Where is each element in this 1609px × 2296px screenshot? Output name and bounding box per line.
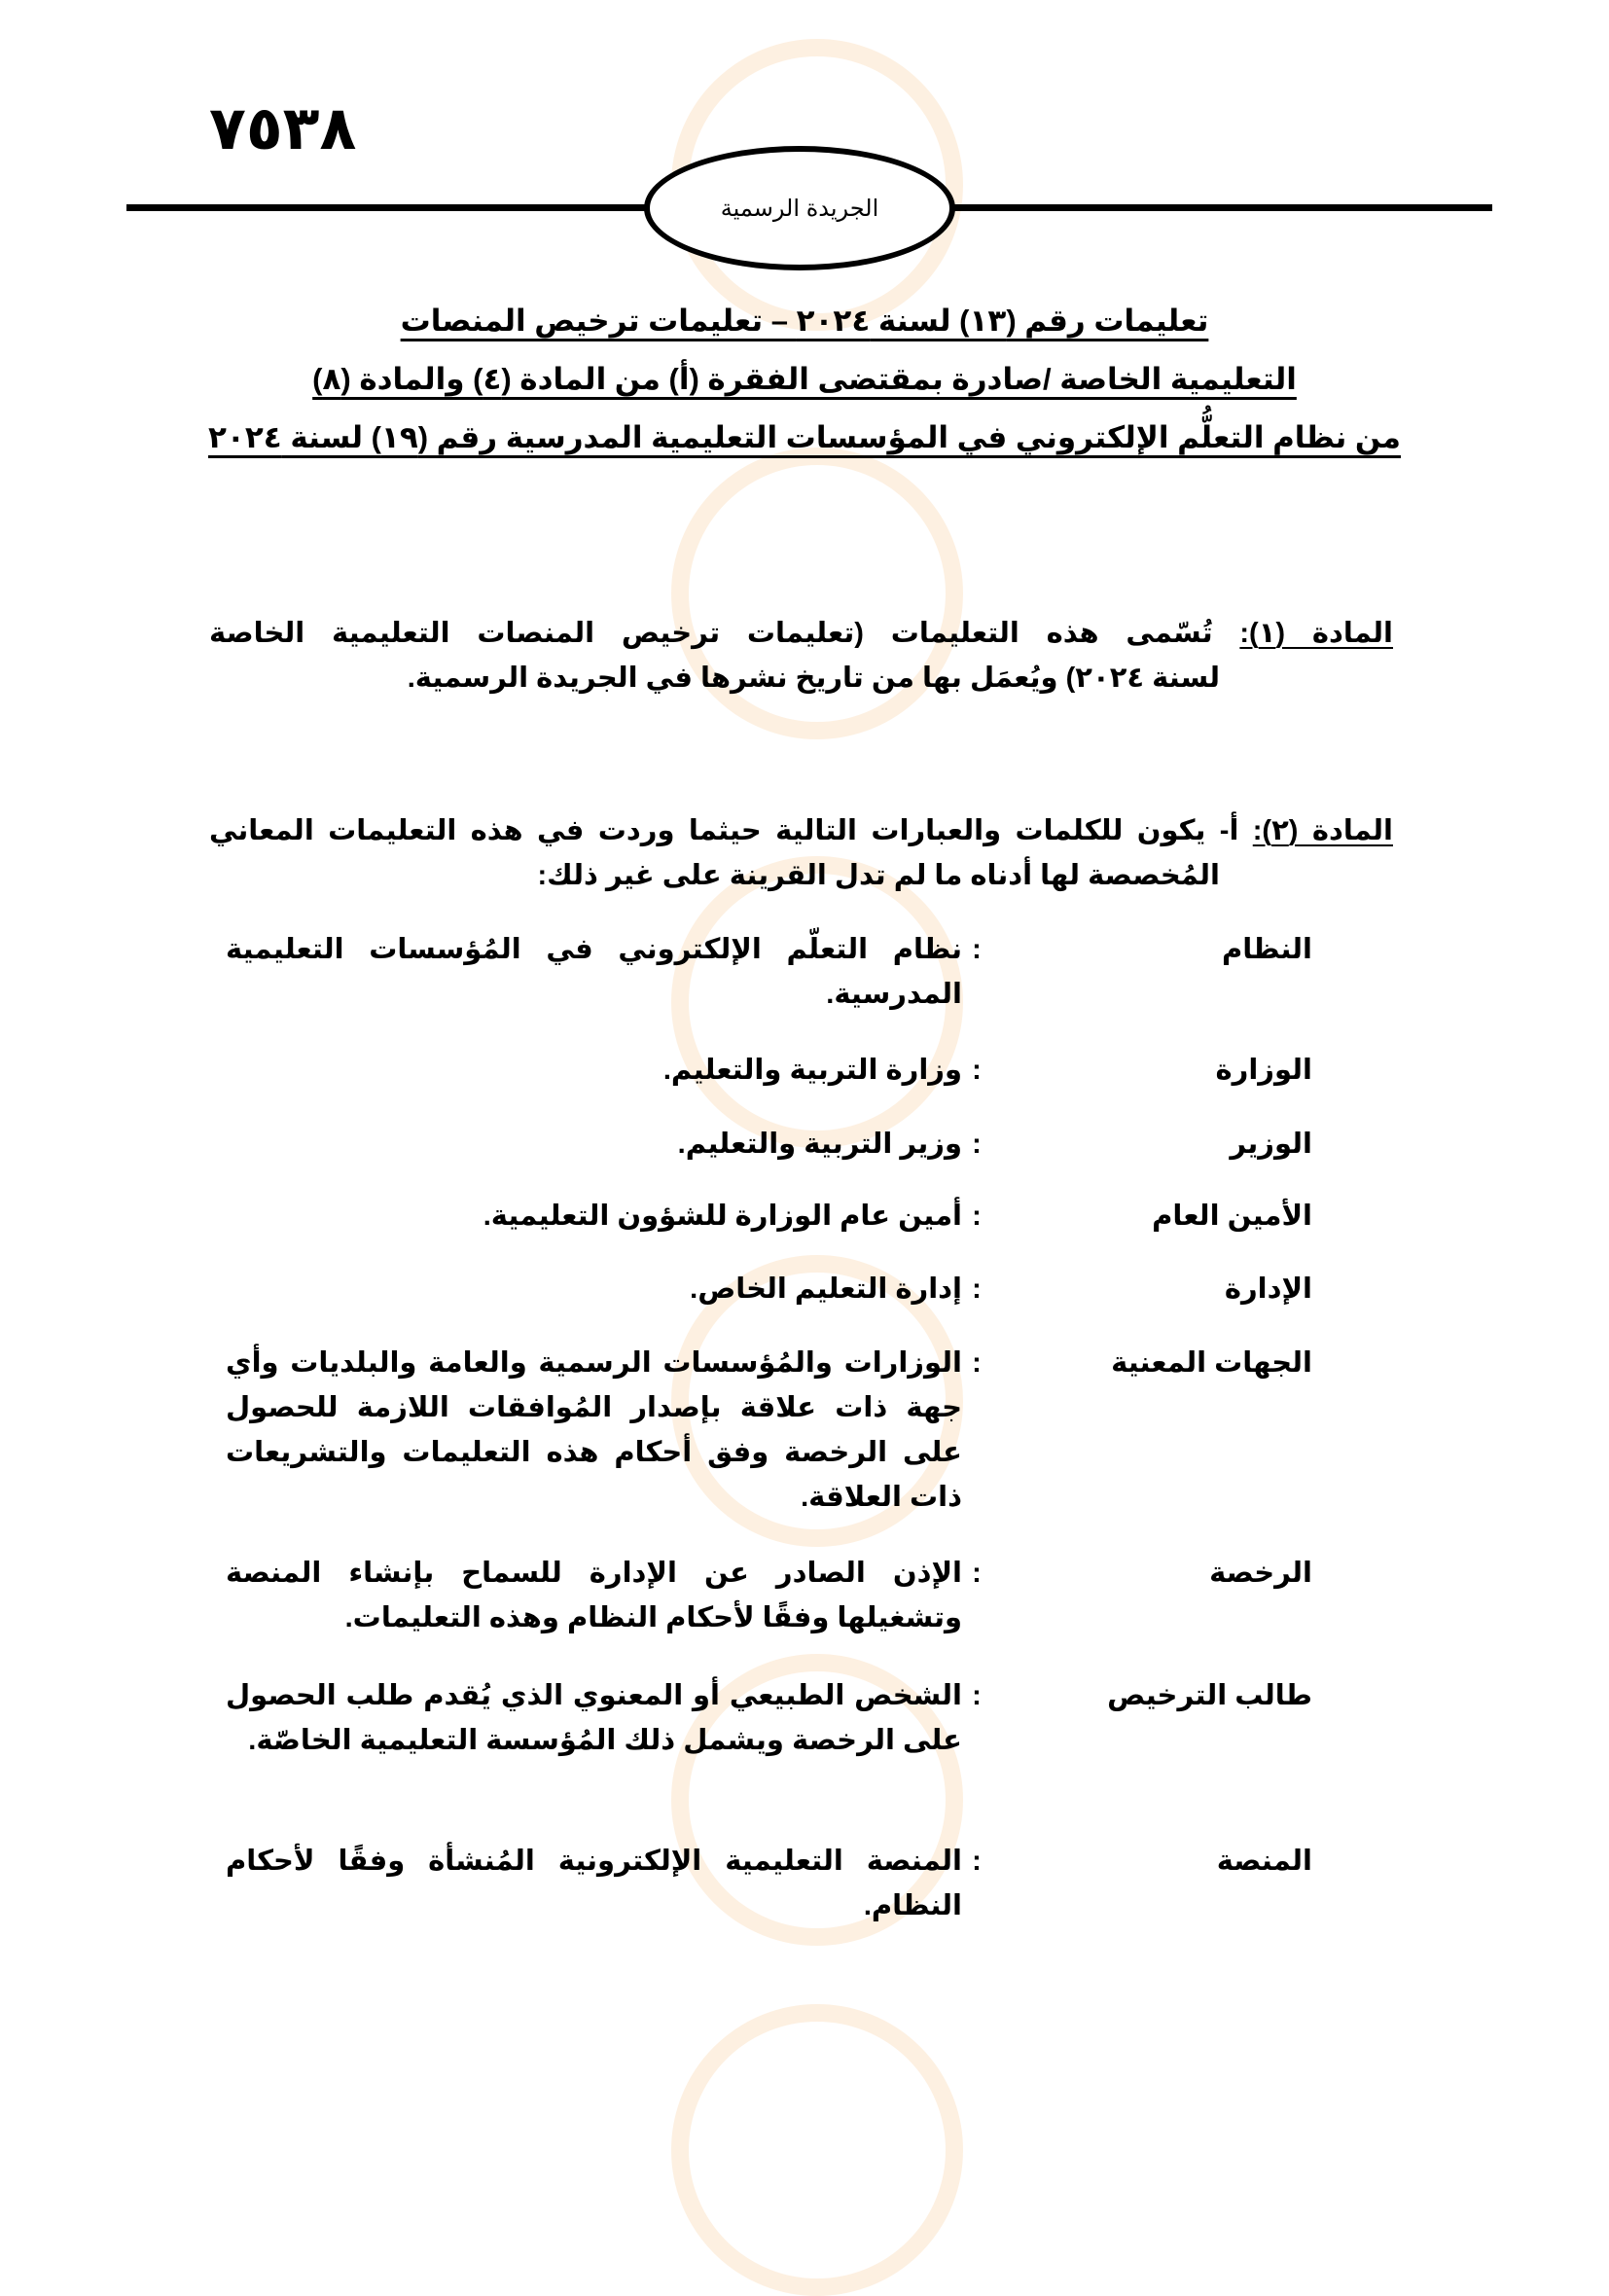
gazette-name: الجريدة الرسمية	[720, 195, 879, 222]
definition-colon: :	[972, 1558, 982, 1589]
definition-term: المنصة	[1216, 1846, 1312, 1877]
article-label: المادة (٢):	[1252, 815, 1393, 846]
gazette-seal	[644, 146, 955, 270]
definition-colon: :	[972, 1201, 982, 1232]
definition-term: النظام	[1221, 934, 1312, 965]
definition-text: الوزارات والمُؤسسات الرسمية والعامة والبلديات وأي جهة ذات علاقة بإصدار المُوافقات اللازمة للحصول على الرخصة وفق أحكام هذه التعليمات والتشريعات ذات العلاقة.	[226, 1347, 962, 1513]
article-1	[209, 611, 1393, 700]
article-label: المادة (١):	[1239, 618, 1394, 649]
title-line: التعليمية الخاصة /صادرة بمقتضى الفقرة (أ) من المادة (٤) والمادة (٨)	[312, 362, 1297, 396]
definition-text: وزارة التربية والتعليم.	[662, 1055, 962, 1086]
definition-text: الإذن الصادر عن الإدارة للسماح بإنشاء المنصة وتشغيلها وفقًا لأحكام النظام وهذه التعليمات.	[226, 1558, 962, 1633]
definition-colon: :	[972, 1129, 982, 1160]
definition-term: الجهات المعنية	[1111, 1347, 1312, 1379]
definition-text: المنصة التعليمية الإلكترونية المُنشأة وفقًا لأحكام النظام.	[226, 1846, 962, 1921]
definition-text: أمين عام الوزارة للشؤون التعليمية.	[483, 1201, 962, 1232]
watermark-clock-icon	[671, 2004, 963, 2296]
definition-colon: :	[972, 1055, 982, 1086]
definition-term: الوزير	[1230, 1129, 1312, 1160]
article-text: تُسّمى هذه التعليمات (تعليمات ترخيص المنصات التعليمية الخاصة	[209, 618, 1213, 649]
definition-row	[226, 1048, 1312, 1093]
definition-term: الرخصة	[1209, 1558, 1312, 1589]
definition-text: إدارة التعليم الخاص.	[690, 1274, 962, 1305]
article-text: أ- يكون للكلمات والعبارات التالية حيثما وردت في هذه التعليمات المعاني	[209, 815, 1239, 846]
definition-row	[226, 1551, 1312, 1640]
definition-row	[226, 1673, 1312, 1763]
definition-row	[226, 1122, 1312, 1166]
definition-colon: :	[972, 1680, 982, 1711]
definition-term: الأمين العام	[1152, 1201, 1312, 1232]
definition-row	[226, 1839, 1312, 1928]
article-text: لسنة ٢٠٢٤) ويُعمَل بها من تاريخ نشرها في الجريدة الرسمية.	[407, 663, 1220, 694]
definition-colon: :	[972, 1347, 982, 1379]
definition-colon: :	[972, 1846, 982, 1877]
article-2	[209, 808, 1393, 898]
definition-term: طالب الترخيص	[1107, 1680, 1312, 1711]
title-line: تعليمات رقم (١٣) لسنة ٢٠٢٤ – تعليمات ترخيص المنصات	[400, 304, 1209, 338]
definition-row	[226, 1267, 1312, 1311]
definition-row	[226, 1194, 1312, 1238]
definition-colon: :	[972, 934, 982, 965]
definition-colon: :	[972, 1274, 982, 1305]
definition-term: الوزارة	[1215, 1055, 1312, 1086]
page-number: ٧٥٣٨	[209, 95, 357, 162]
article-text: المُخصصة لها أدناه ما لم تدل القرينة على غير ذلك:	[537, 860, 1220, 891]
definition-text: وزير التربية والتعليم.	[677, 1129, 962, 1160]
definition-row	[226, 927, 1312, 1017]
definition-row	[226, 1341, 1312, 1520]
definition-text: نظام التعلّم الإلكتروني في المُؤسسات التعليمية المدرسية.	[226, 934, 962, 1010]
definition-term: الإدارة	[1224, 1274, 1312, 1305]
definition-text: الشخص الطبيعي أو المعنوي الذي يُقدم طلب الحصول على الرخصة ويشمل ذلك المُؤسسة التعليمية الخاصّة.	[226, 1680, 962, 1756]
title-line: من نظام التعلُّم الإلكتروني في المؤسسات التعليمية المدرسية رقم (١٩) لسنة ٢٠٢٤	[208, 420, 1401, 454]
